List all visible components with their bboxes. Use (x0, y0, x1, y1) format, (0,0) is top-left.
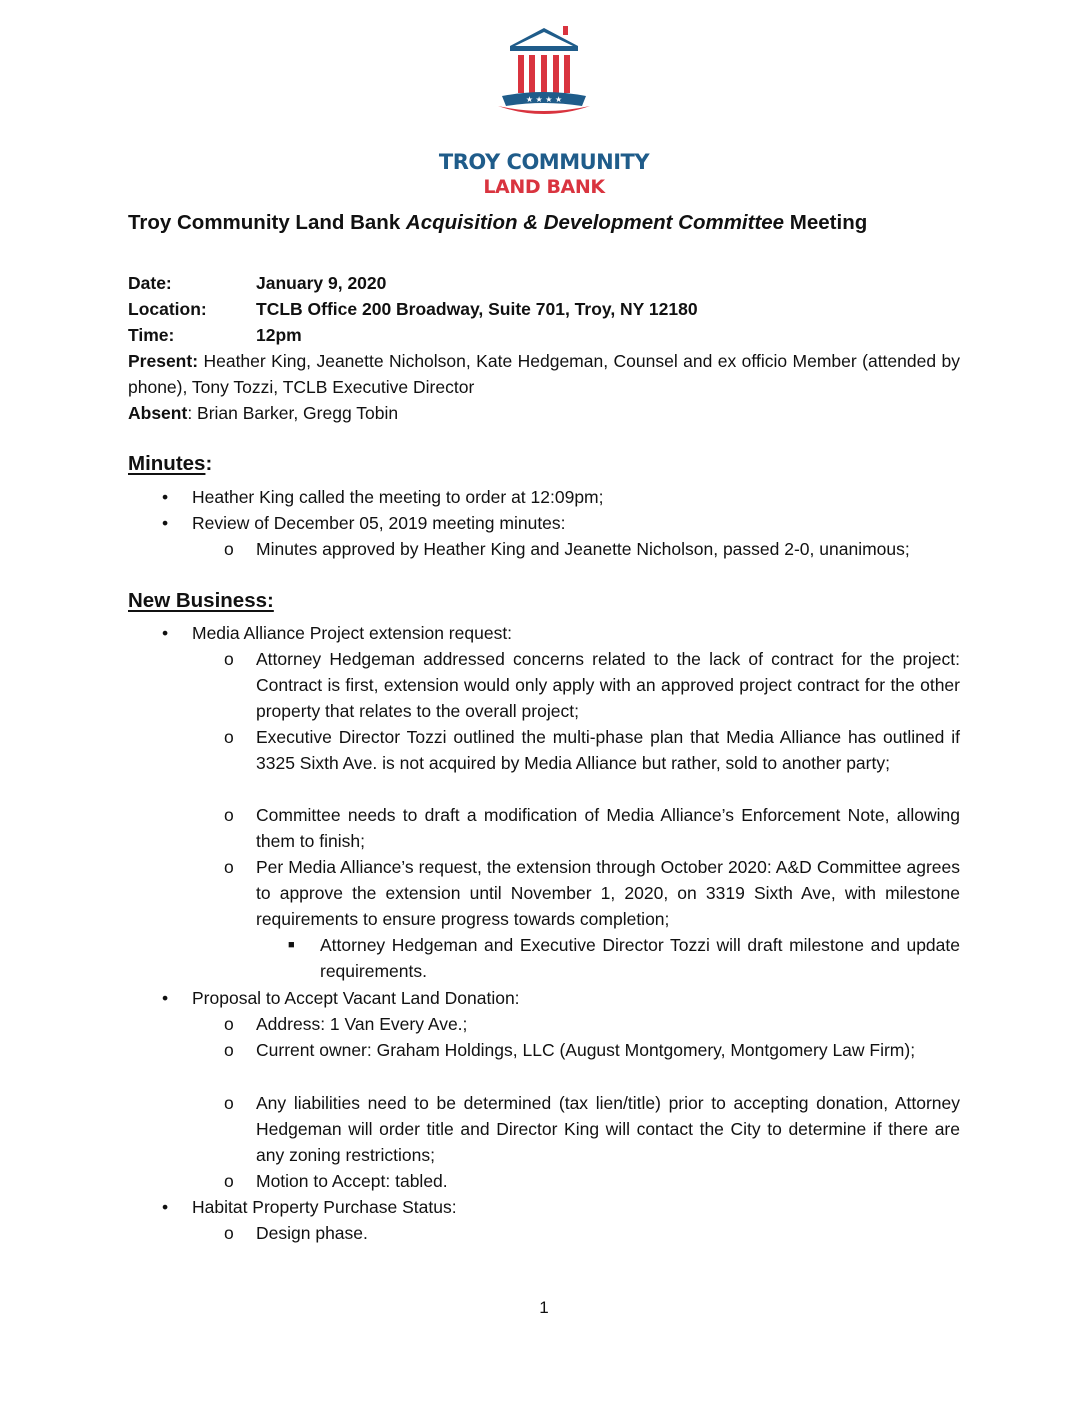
circle-bullet-icon: o (224, 857, 234, 877)
circle-bullet-icon: o (224, 1014, 234, 1034)
troy-community-land-bank-logo (432, 22, 656, 198)
date-label: Date: (128, 273, 172, 293)
list-item: o Design phase. (256, 1220, 960, 1246)
title-prefix: Troy Community Land Bank (128, 211, 406, 234)
bullet-icon: • (162, 623, 169, 643)
list-item: ■ Attorney Hedgeman and Executive Director Tozzi will draft milestone and update requirements. (320, 932, 960, 984)
new-business-heading: New Business: (128, 589, 274, 612)
absent-paragraph (128, 400, 960, 426)
circle-bullet-icon: o (224, 649, 234, 669)
bullet-icon: • (162, 487, 169, 507)
list-item: o Address: 1 Van Every Ave.; (256, 1011, 960, 1037)
logo-line-2: LAND BANK (483, 176, 605, 198)
absent-value: : Brian Barker, Gregg Tobin (187, 403, 399, 423)
page-number: 1 (539, 1298, 549, 1317)
time-label: Time: (128, 325, 175, 345)
circle-bullet-icon: o (224, 1093, 234, 1113)
time-value: 12pm (256, 325, 302, 345)
list-item: • Review of December 05, 2019 meeting minutes: (192, 510, 960, 536)
bullet-icon: • (162, 988, 169, 1008)
list-item: • Habitat Property Purchase Status: (192, 1194, 960, 1220)
title-committee: Acquisition & Development Committee (405, 211, 785, 234)
square-bullet-icon: ■ (288, 939, 295, 951)
svg-text:★ ★ ★ ★: ★ ★ ★ ★ (525, 95, 563, 104)
date-row (128, 270, 387, 296)
list-item: o Attorney Hedgeman addressed concerns related to the lack of contract for the project: Contract is first, extension would only apply with an approved project contract for the other property that relates to the overall project; (256, 646, 960, 724)
circle-bullet-icon: o (224, 727, 234, 747)
bullet-icon: • (162, 513, 169, 533)
list-item: o Minutes approved by Heather King and Jeanette Nicholson, passed 2-0, unanimous; (256, 536, 960, 562)
title-suffix: Meeting (784, 211, 868, 234)
list-item: • Proposal to Accept Vacant Land Donation: (192, 985, 960, 1011)
bullet-icon: • (162, 1197, 169, 1217)
circle-bullet-icon: o (224, 1171, 234, 1191)
list-item: o Motion to Accept: tabled. (256, 1168, 960, 1194)
location-label: Location: (128, 299, 207, 319)
list-item: o Any liabilities need to be determined (tax lien/title) prior to accepting donation, Attorney Hedgeman will order title and Director King will contact the City to determine if there are any zoning restrictions; (256, 1090, 960, 1168)
present-paragraph (128, 348, 960, 400)
minutes-heading: Minutes: (128, 452, 213, 475)
circle-bullet-icon: o (224, 805, 234, 825)
list-item: • Heather King called the meeting to order at 12:09pm; (192, 484, 960, 510)
logo-line-1: TROY COMMUNITY (438, 150, 650, 174)
circle-bullet-icon: o (224, 539, 234, 559)
present-value: Heather King, Jeanette Nicholson, Kate Hedgeman, Counsel and ex officio Member (attended by phone), Tony Tozzi, TCLB Executive Director (128, 351, 960, 397)
circle-bullet-icon: o (224, 1223, 234, 1243)
time-row (128, 322, 302, 348)
list-item: o Per Media Alliance’s request, the extension through October 2020: A&D Committee agrees to approve the extension until November 1, 2020, on 3319 Sixth Ave, with milestone requirements to ensure progress towards completion; (256, 854, 960, 932)
location-value: TCLB Office 200 Broadway, Suite 701, Troy, NY 12180 (256, 299, 698, 319)
date-value: January 9, 2020 (256, 273, 387, 293)
absent-label: Absent (128, 403, 188, 423)
list-item: o Current owner: Graham Holdings, LLC (August Montgomery, Montgomery Law Firm); (256, 1037, 960, 1063)
document-title (128, 211, 968, 235)
list-item: o Committee needs to draft a modification of Media Alliance’s Enforcement Note, allowing them to finish; (256, 802, 960, 854)
present-label: Present: (128, 351, 199, 371)
circle-bullet-icon: o (224, 1040, 234, 1060)
capitol-building-icon (494, 22, 594, 118)
list-item: • Media Alliance Project extension request: (192, 620, 960, 646)
location-row (128, 296, 698, 322)
list-item: o Executive Director Tozzi outlined the multi-phase plan that Media Alliance has outlined if 3325 Sixth Ave. is not acquired by Media Alliance but rather, sold to another party; (256, 724, 960, 776)
